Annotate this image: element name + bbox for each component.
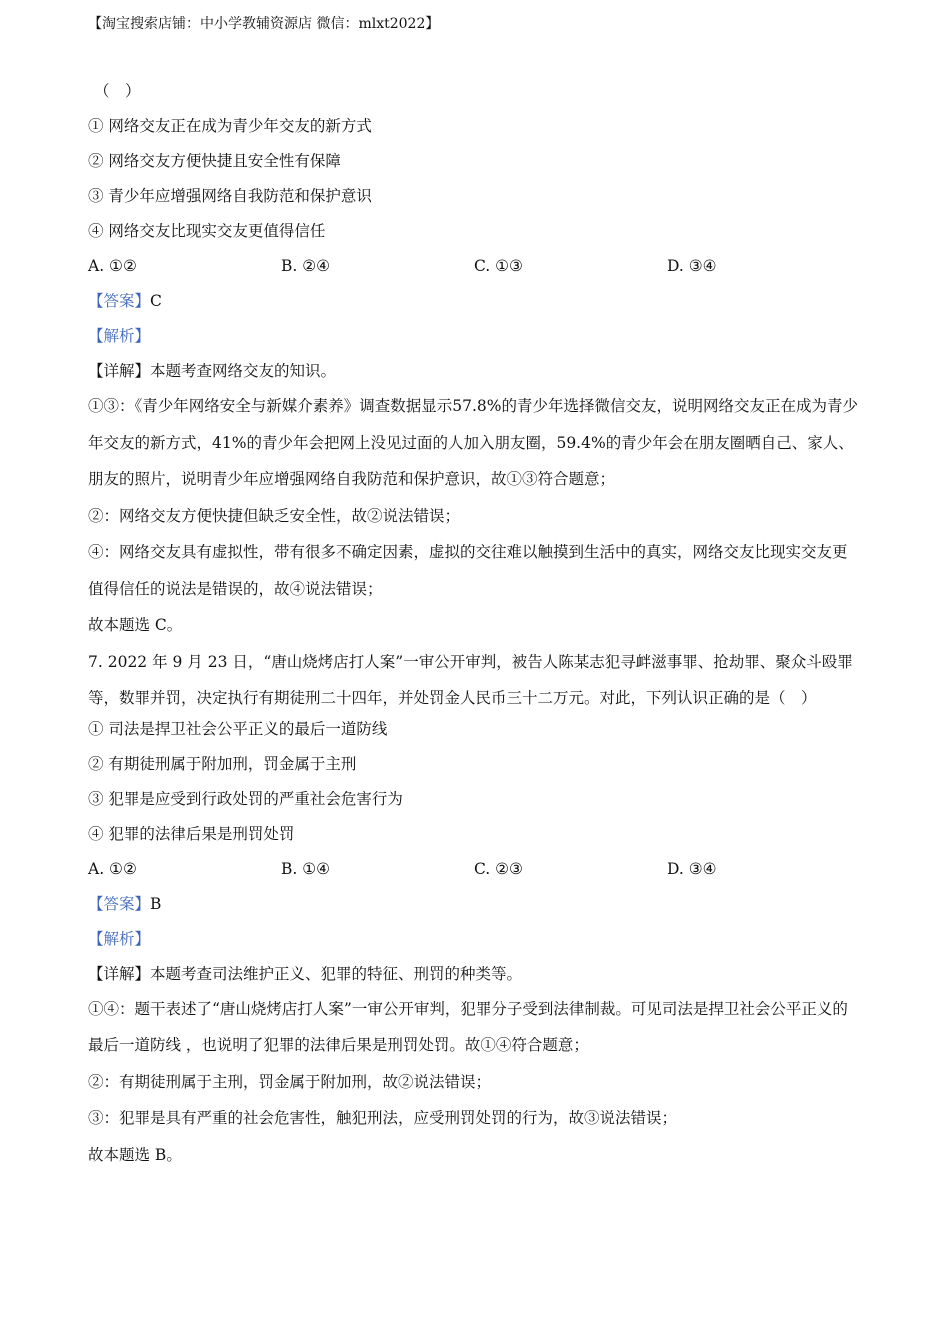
- q7-conclusion: 故本题选 B。: [88, 1145, 182, 1164]
- q7-analysis-heading: [88, 927, 860, 962]
- document-body: [88, 79, 860, 1173]
- q7-statement-2: ② 有期徒刑属于附加刑，罚金属于主刑: [88, 754, 357, 773]
- q6-analysis-heading: [88, 324, 860, 359]
- q7-statement-1: ① 司法是捍卫社会公平正义的最后一道防线: [88, 719, 388, 738]
- q6-option-a: A. ①②: [88, 257, 137, 275]
- q7-option-d: D. ③④: [667, 859, 717, 878]
- detail-tag: 【详解】: [88, 964, 151, 983]
- q6-explanation-2: ②：网络交友方便快捷但缺乏安全性，故②说法错误；: [88, 506, 461, 525]
- q6-statement-2: ② 网络交友方便快捷且安全性有保障: [88, 152, 341, 170]
- watermark-header: 【淘宝搜索店铺：中小学教辅资源店 微信：mlxt2022】: [88, 16, 440, 32]
- q6-conclusion: 故本题选 C。: [88, 616, 183, 634]
- q6-statement-4: ④ 网络交友比现实交友更值得信任: [88, 222, 326, 240]
- q7-explanation-1: ①④：题干表述了“唐山烧烤店打人案”一审公开审判，犯罪分子受到法律制裁。可见司法是捍卫社会公平正义的最后一道防线 ，也说明了犯罪的法律后果是刑罚处罚。故①④符合题意；: [88, 999, 848, 1054]
- detail-text: 本题考查网络交友的知识。: [150, 362, 337, 380]
- detail-text: 本题考查司法维护正义、犯罪的特征、刑罚的种类等。: [150, 964, 523, 983]
- q7-answer: [88, 892, 860, 927]
- answer-tag: 【答案】: [88, 894, 151, 913]
- q6-answer: [88, 289, 860, 324]
- q7-option-b: B. ①④: [281, 859, 331, 878]
- q6-explanation-1: ①③：《青少年网络安全与新媒介素养》调查数据显示57.8%的青少年选择微信交友，说明网络交友正在成为青少年交友的新方式，41%的青少年会把网上没见过面的人加入朋友圈，59.4%的青少年会在朋友圈晒自己、家人、朋友的照片，说明青少年应增强网络自我防范和保护意识，故①③符合题意；: [88, 397, 858, 488]
- detail-tag: 【详解】: [88, 362, 151, 380]
- answer-value: C: [150, 292, 162, 310]
- answer-tag: 【答案】: [88, 292, 151, 310]
- q7-statement-4: ④ 犯罪的法律后果是刑罚处罚: [88, 824, 295, 843]
- q7-explanation-2: ②：有期徒刑属于主刑，罚金属于附加刑，故②说法错误；: [88, 1072, 492, 1091]
- q6-option-c: C. ①③: [474, 257, 523, 275]
- q6-option-d: D. ③④: [667, 257, 717, 275]
- q7-option-a: A. ①②: [88, 859, 137, 878]
- q6-options: [88, 254, 860, 289]
- q6-stem-tail: （ ）: [94, 82, 141, 100]
- q6-option-b: B. ②④: [281, 257, 331, 275]
- q7-stem: 7. 2022 年 9 月 23 日，“唐山烧烤店打人案”一审公开审判，被告人陈某志犯寻衅滋事罪、抢劫罪、聚众斗殴罪等，数罪并罚，决定执行有期徒刑二十四年，并处罚金人民币三十二万元。对此，下列认识正确的是（ ）: [88, 652, 853, 707]
- q7-option-c: C. ②③: [474, 859, 523, 878]
- q7-options: [88, 857, 860, 892]
- analysis-tag: 【解析】: [88, 929, 151, 948]
- q6-explanation-3: ④：网络交友具有虚拟性，带有很多不确定因素，虚拟的交往难以触摸到生活中的真实，网络交友比现实交友更值得信任的说法是错误的，故④说法错误；: [88, 543, 848, 598]
- q7-explanation-3: ③：犯罪是具有严重的社会危害性，触犯刑法，应受刑罚处罚的行为，故③说法错误；: [88, 1109, 678, 1127]
- q7-statement-3: ③ 犯罪是应受到行政处罚的严重社会危害行为: [88, 789, 403, 808]
- q6-statement-1: ① 网络交友正在成为青少年交友的新方式: [88, 117, 372, 135]
- answer-value: B: [150, 894, 162, 913]
- analysis-tag: 【解析】: [88, 327, 151, 345]
- q6-statement-3: ③ 青少年应增强网络自我防范和保护意识: [88, 187, 372, 205]
